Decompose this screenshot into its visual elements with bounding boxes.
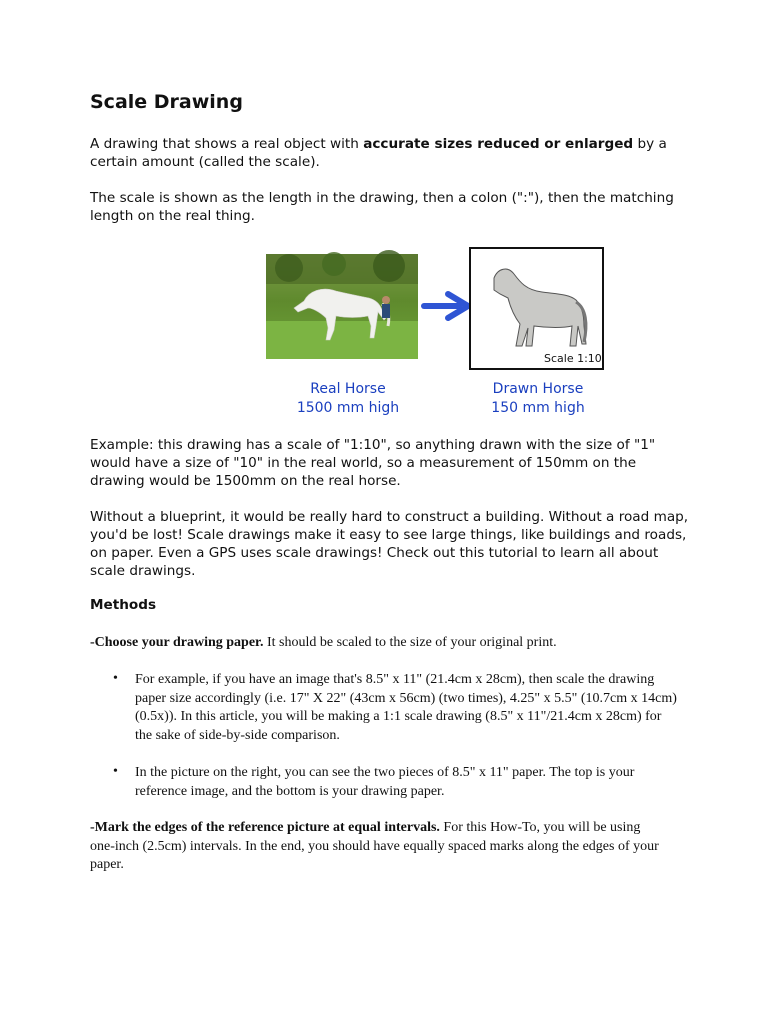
bullet-icon: • [113,764,118,779]
example-paragraph: Example: this drawing has a scale of "1:10", so anything drawn with the size of "1" would have a size of "10" in the real world, so a measurement of 150mm on the drawing would be 1500mm on the real horse. [90,437,656,489]
bullet-item-picture: In the picture on the right, you can see the two pieces of 8.5" x 11" paper. The top is your reference image, and the bottom is your drawing paper. [135,765,635,799]
scale-explanation-paragraph: The scale is shown as the length in the drawing, then a colon (":"), then the matching length on the real thing. [90,190,674,224]
drawn-horse-caption [468,380,608,418]
blueprint-paragraph: Without a blueprint, it would be really hard to construct a building. Without a road map, you'd be lost! Scale drawings make it easy to see large things, like buildings and roads, on paper. Even a GPS uses scale drawings! Check out this tutorial to learn all about scale drawings. [90,509,689,579]
intro-text-end: by a certain amount (called the scale). [90,136,667,170]
step-choose-paper [90,634,665,653]
step-mark-edges-title: -Mark the edges of the reference picture at equal intervals. [90,820,440,835]
drawn-horse-frame [470,248,603,369]
drawn-horse-caption-height: 150 mm high [491,400,585,416]
intro-emphasis: accurate sizes reduced or enlarged [363,136,634,152]
step-mark-edges [90,819,665,875]
step-mark-edges-text: For this How-To, you will be using one-inch (2.5cm) intervals. In the end, you should have equally spaced marks along the edges of your paper. [90,820,659,872]
drawn-horse-caption-title: Drawn Horse [492,381,584,397]
bullet-icon: • [113,671,118,686]
methods-heading: Methods [90,597,157,613]
real-horse-caption-height: 1500 mm high [296,400,400,416]
bullet-item-example: For example, if you have an image that's 8.5" x 11" (21.4cm x 28cm), then scale the drawing paper size accordingly (i.e. 17" X 22" (43cm x 56cm) (two times), 4.25" x 5.5" (10.7cm x 14cm) (0.5x)). In this article, you will be making a 1:1 scale drawing (8.5" x 11"/21.4cm x 28cm) for the sake of side-by-side comparison. [135,672,677,743]
scale-label: Scale 1:10 [544,352,602,365]
real-horse-photo [266,250,418,359]
real-horse-caption-title: Real Horse [310,381,386,397]
page-title: Scale Drawing [90,91,243,113]
step-choose-paper-title: -Choose your drawing paper. [90,635,264,650]
real-horse-caption [278,380,418,418]
arrow-right-icon [424,294,468,318]
step-choose-paper-text: It should be scaled to the size of your original print. [263,635,557,650]
intro-paragraph [90,135,690,171]
intro-text-start: A drawing that shows a real object with [90,136,364,152]
